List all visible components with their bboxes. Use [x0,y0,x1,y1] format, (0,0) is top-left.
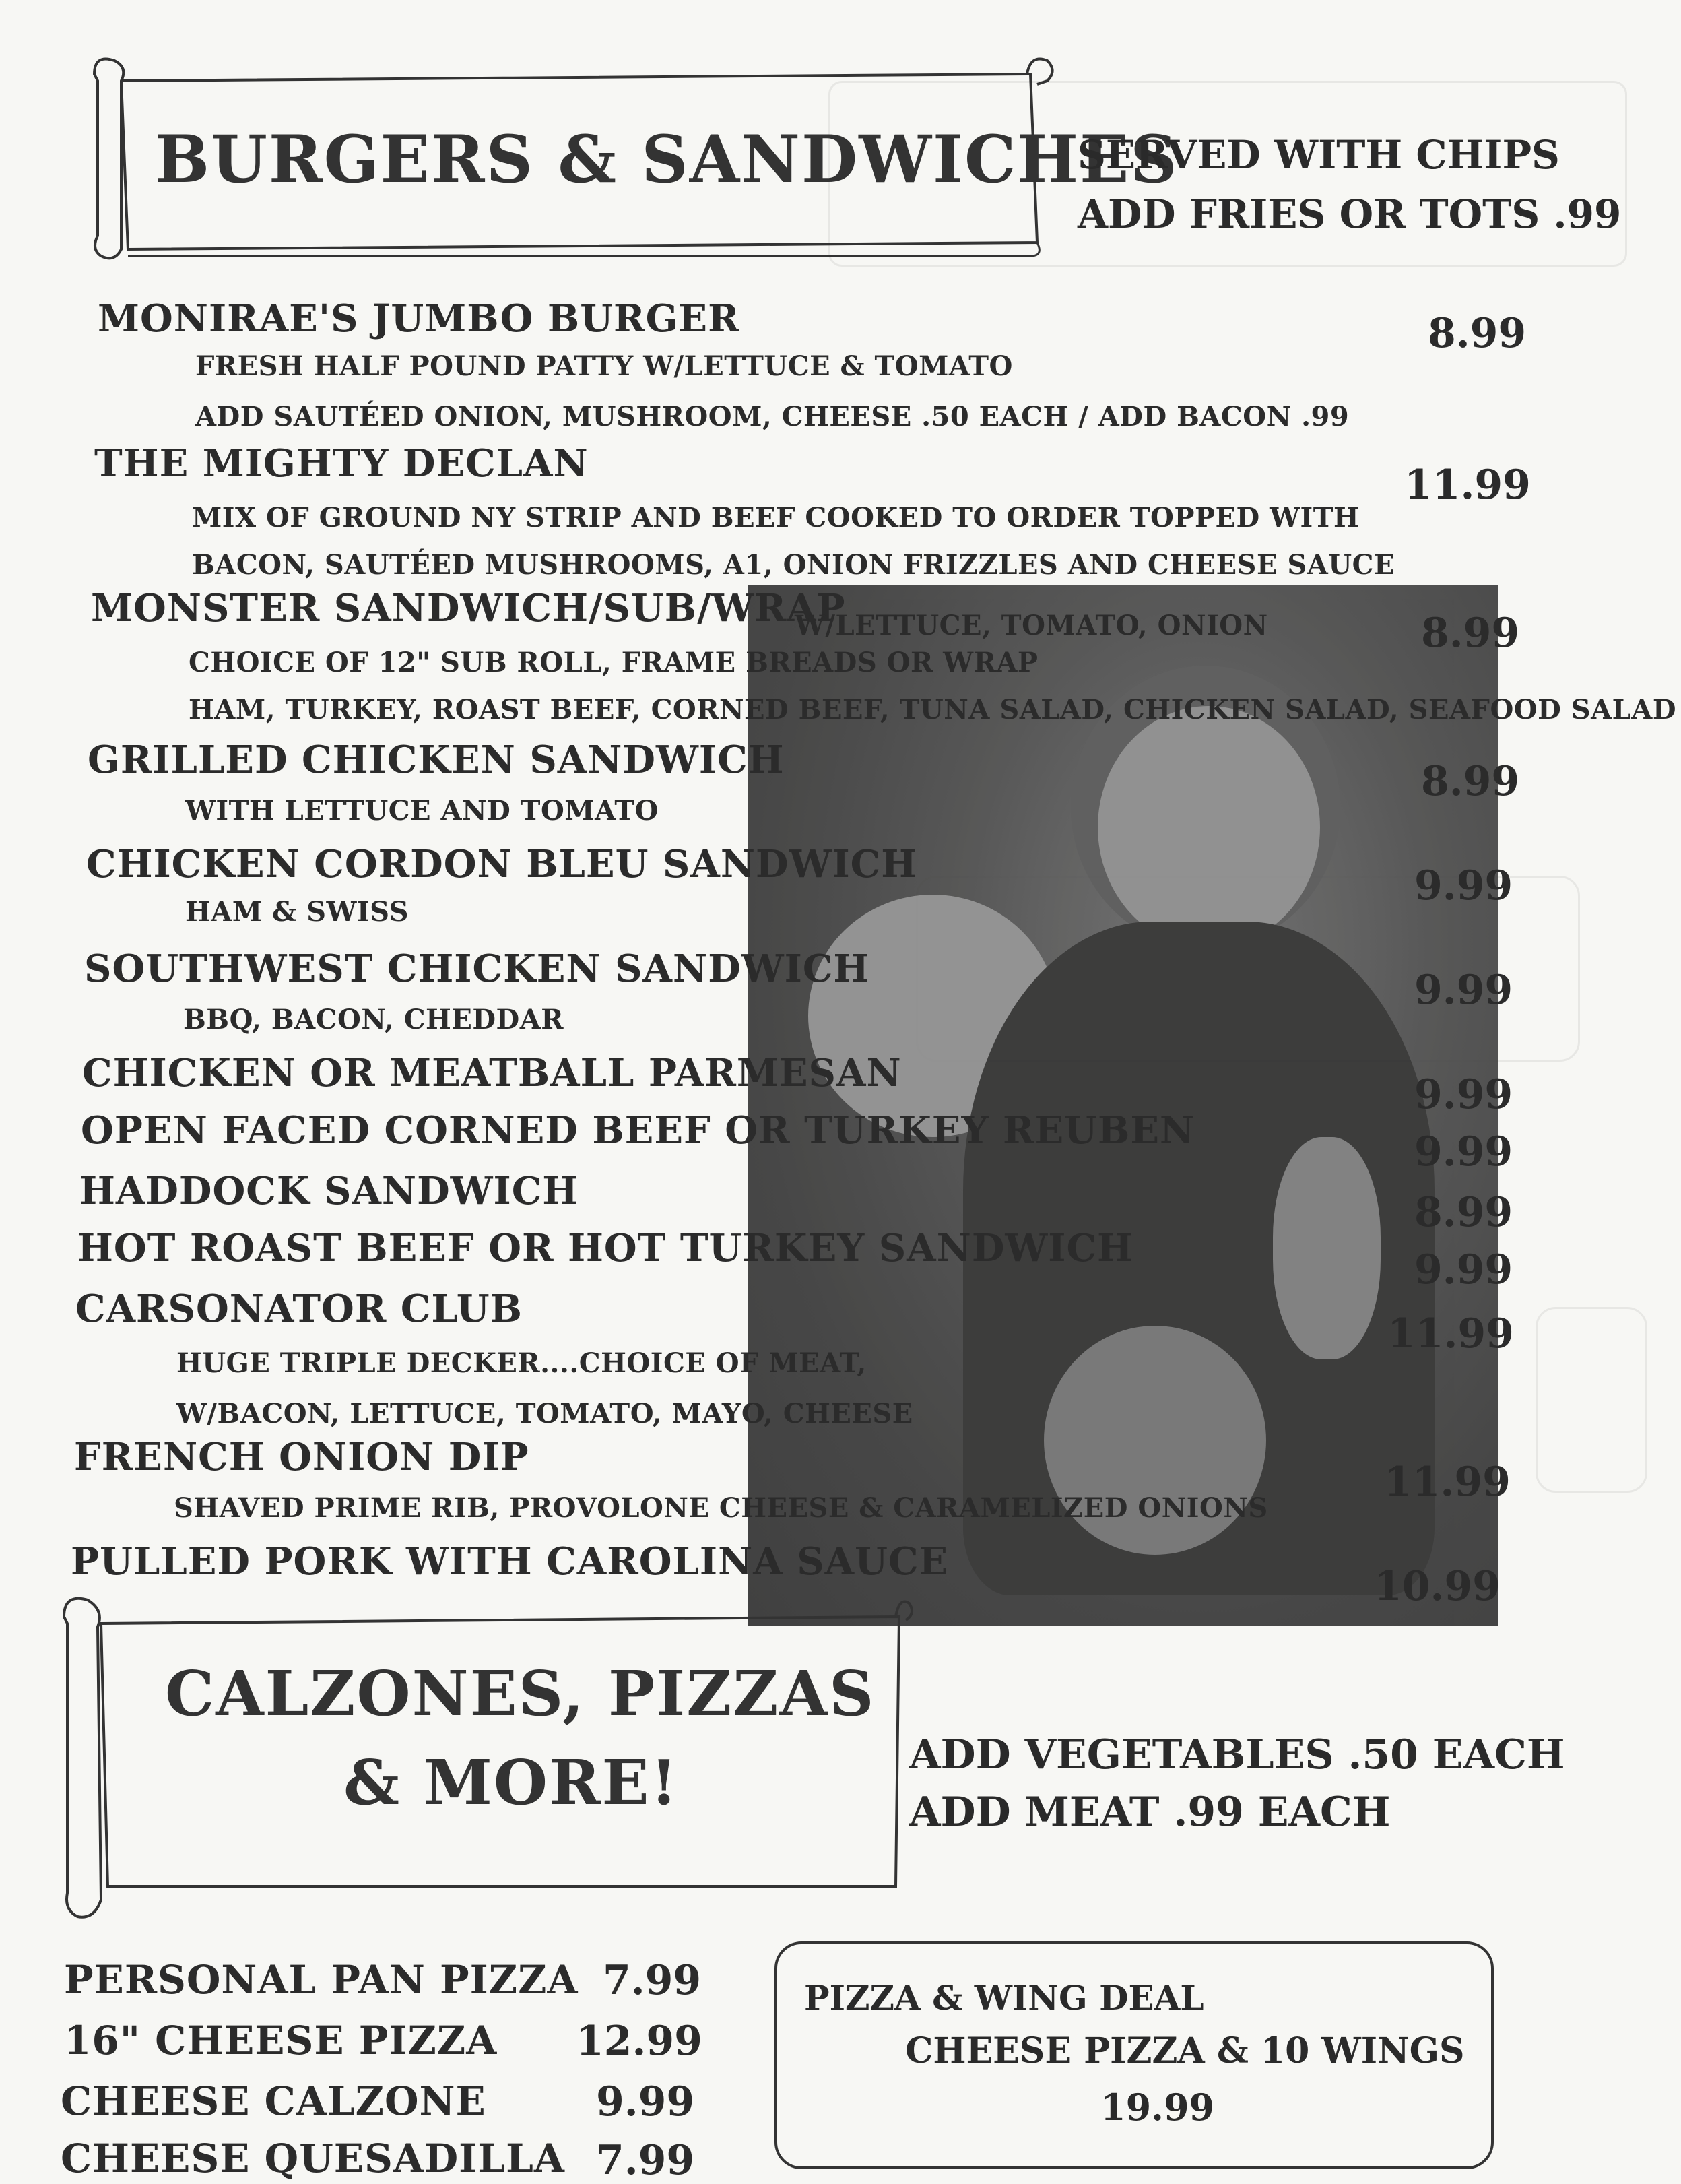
menu-item-name: SOUTHWEST CHICKEN SANDWICH [84,946,870,991]
menu-item-price: 9.99 [1414,967,1513,1014]
deal-desc: CHEESE PIZZA & 10 WINGS [905,2030,1465,2071]
menu-item-name: CARSONATOR CLUB [75,1287,523,1331]
menu-item-price: 9.99 [1414,862,1513,909]
burgers-note-line1: SERVED WITH CHIPS [1078,132,1560,178]
menu-item-price: 11.99 [1384,1458,1511,1506]
menu-item-price: 11.99 [1404,461,1531,509]
menu-item-name: OPEN FACED CORNED BEEF OR TURKEY REUBEN [81,1108,1195,1153]
menu-item-name: CHICKEN OR MEATBALL PARMESAN [82,1051,902,1095]
deal-price: 19.99 [1100,2086,1215,2129]
deal-title: PIZZA & WING DEAL [804,1978,1204,2018]
menu-item-price: 10.99 [1374,1563,1501,1610]
menu-item-price: 9.99 [1414,1128,1513,1176]
menu-item-price: 9.99 [596,2078,695,2125]
menu-item-description: FRESH HALF POUND PATTY W/LETTUCE & TOMATO [195,350,1013,382]
menu-item-name: HADDOCK SANDWICH [79,1169,579,1213]
menu-item-price: 9.99 [1414,1071,1513,1118]
menu-item-description: W/BACON, LETTUCE, TOMATO, MAYO, CHEESE [176,1398,913,1430]
menu-item-description: BBQ, BACON, CHEDDAR [183,1004,564,1035]
calzones-title-line1: CALZONES, PIZZAS [165,1657,876,1730]
menu-item-name: MONIRAE'S JUMBO BURGER [98,296,740,341]
menu-item-description: MIX OF GROUND NY STRIP AND BEEF COOKED TO ORDER TOPPED WITH [192,502,1360,534]
menu-item-name: 16" CHEESE PIZZA [64,2018,498,2063]
menu-item-name: PULLED PORK WITH CAROLINA SAUCE [71,1539,949,1584]
menu-item-description: HAM & SWISS [185,896,409,928]
menu-item-name: CHEESE CALZONE [61,2078,486,2124]
menu-item-name: HOT ROAST BEEF OR HOT TURKEY SANDWICH [77,1226,1133,1271]
pizza-wing-deal-box [774,1941,1494,2169]
burgers-banner [88,54,1179,263]
menu-item-name: CHICKEN CORDON BLEU SANDWICH [86,842,918,887]
calzones-banner [54,1590,916,1920]
menu-item-price: 7.99 [603,1957,702,2004]
menu-item-name: PERSONAL PAN PIZZA [64,1957,579,2003]
menu-item-price: 8.99 [1414,1189,1513,1236]
menu-item-description: ADD SAUTÉED ONION, MUSHROOM, CHEESE .50 EACH / ADD BACON .99 [195,401,1350,432]
menu-item-price: 8.99 [1421,610,1520,657]
menu-item-description: WITH LETTUCE AND TOMATO [185,795,659,827]
menu-item-price: 11.99 [1387,1310,1514,1357]
menu-item-name: CHEESE QUESADILLA [61,2135,565,2181]
menu-item-description: HUGE TRIPLE DECKER....CHOICE OF MEAT, [176,1347,867,1379]
menu-item-description: SHAVED PRIME RIB, PROVOLONE CHEESE & CARAMELIZED ONIONS [174,1492,1268,1524]
menu-item-price: 7.99 [596,2137,695,2184]
menu-item-price: 8.99 [1421,758,1520,805]
menu-item-name: FRENCH ONION DIP [74,1435,529,1479]
menu-item-description: HAM, TURKEY, ROAST BEEF, CORNED BEEF, TUNA SALAD, CHICKEN SALAD, SEAFOOD SALAD [189,694,1677,726]
calzones-title-line2: & MORE! [343,1746,680,1819]
burgers-title: BURGERS & SANDWICHES [155,121,1179,197]
menu-item-price: 12.99 [576,2018,702,2065]
menu-item-inline-note: W/LETTUCE, TOMATO, ONION [795,610,1268,641]
menu-item-name: THE MIGHTY DECLAN [94,441,589,486]
burgers-note-line2: ADD FRIES OR TOTS .99 [1078,191,1622,237]
calzones-note-line2: ADD MEAT .99 EACH [909,1789,1391,1836]
menu-item-price: 8.99 [1428,310,1527,357]
menu-item-name: MONSTER SANDWICH/SUB/WRAP [91,586,846,631]
menu-item-name: GRILLED CHICKEN SANDWICH [88,738,785,782]
menu-item-description: BACON, SAUTÉED MUSHROOMS, A1, ONION FRIZZLES AND CHEESE SAUCE [192,549,1395,581]
menu-item-description: CHOICE OF 12" SUB ROLL, FRAME BREADS OR WRAP [189,647,1039,678]
menu-item-price: 9.99 [1414,1246,1513,1293]
calzones-note-line1: ADD VEGETABLES .50 EACH [909,1731,1565,1778]
